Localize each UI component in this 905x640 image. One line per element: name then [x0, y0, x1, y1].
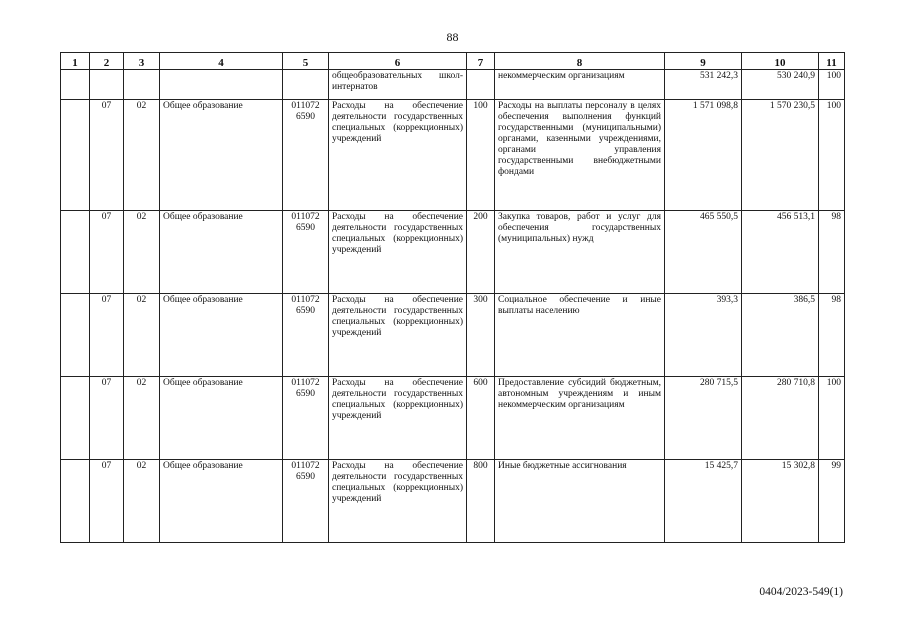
cell-target-code: 011072 6590 [283, 294, 329, 377]
cell-expense-name: Закупка товаров, работ и услуг для обеспечения государственных (муниципальных) нужд [495, 211, 665, 294]
table-row [61, 460, 845, 543]
col-header: 6 [329, 53, 467, 70]
table-row [61, 211, 845, 294]
cell-expense-code: 300 [467, 294, 495, 377]
cell-row-num [61, 377, 90, 460]
cell-planned: 1 571 098,8 [665, 100, 742, 211]
table-row [61, 377, 845, 460]
cell-expense-code: 200 [467, 211, 495, 294]
cell-section-name: Общее образование [160, 211, 283, 294]
cell-target-name: Расходы на обеспечение деятельности государственных специальных (коррекционных) учреждений [329, 100, 467, 211]
cell-target-name: общеобразовательных школ-интернатов [329, 70, 467, 100]
cell-percent: 98 [819, 294, 845, 377]
cell-expense-name: Социальное обеспечение и иные выплаты населению [495, 294, 665, 377]
cell-section-name: Общее образование [160, 100, 283, 211]
col-header: 5 [283, 53, 329, 70]
col-header: 9 [665, 53, 742, 70]
cell-executed: 386,5 [742, 294, 819, 377]
header-row [61, 53, 845, 70]
cell-subsection: 02 [124, 294, 160, 377]
cell-executed: 456 513,1 [742, 211, 819, 294]
col-header: 10 [742, 53, 819, 70]
cell-target-code: 011072 6590 [283, 377, 329, 460]
cell-section: 07 [90, 100, 124, 211]
cell-target-code [283, 70, 329, 100]
cell-executed: 15 302,8 [742, 460, 819, 543]
cell-expense-name: некоммерческим организациям [495, 70, 665, 100]
col-header: 11 [819, 53, 845, 70]
cell-target-name: Расходы на обеспечение деятельности государственных специальных (коррекционных) учреждений [329, 294, 467, 377]
cell-row-num [61, 100, 90, 211]
cell-planned: 393,3 [665, 294, 742, 377]
page-number: 88 [446, 30, 459, 44]
cell-planned: 465 550,5 [665, 211, 742, 294]
budget-table [60, 52, 845, 543]
cell-row-num [61, 70, 90, 100]
cell-section-name: Общее образование [160, 377, 283, 460]
cell-subsection: 02 [124, 100, 160, 211]
cell-subsection: 02 [124, 211, 160, 294]
cell-subsection: 02 [124, 377, 160, 460]
cell-planned: 280 715,5 [665, 377, 742, 460]
cell-percent: 100 [819, 70, 845, 100]
cell-expense-code: 800 [467, 460, 495, 543]
cell-section-name [160, 70, 283, 100]
cell-section-name: Общее образование [160, 460, 283, 543]
cell-planned: 15 425,7 [665, 460, 742, 543]
col-header: 4 [160, 53, 283, 70]
table-row [61, 70, 845, 100]
cell-expense-code: 600 [467, 377, 495, 460]
cell-percent: 100 [819, 377, 845, 460]
cell-section-name: Общее образование [160, 294, 283, 377]
cell-section: 07 [90, 294, 124, 377]
cell-target-name: Расходы на обеспечение деятельности государственных специальных (коррекционных) учреждений [329, 211, 467, 294]
table-row [61, 100, 845, 211]
cell-executed: 1 570 230,5 [742, 100, 819, 211]
cell-target-name: Расходы на обеспечение деятельности государственных специальных (коррекционных) учреждений [329, 377, 467, 460]
cell-target-code: 011072 6590 [283, 211, 329, 294]
col-header: 7 [467, 53, 495, 70]
cell-expense-name: Расходы на выплаты персоналу в целях обеспечения выполнения функций государственными (муниципальными) органами, казенными учреждениями, органами управления государственными внебюджетными фондами [495, 100, 665, 211]
cell-section [90, 70, 124, 100]
cell-row-num [61, 294, 90, 377]
col-header: 8 [495, 53, 665, 70]
cell-expense-code: 100 [467, 100, 495, 211]
cell-row-num [61, 460, 90, 543]
cell-row-num [61, 211, 90, 294]
cell-percent: 98 [819, 211, 845, 294]
cell-section: 07 [90, 460, 124, 543]
cell-executed: 280 710,8 [742, 377, 819, 460]
cell-percent: 100 [819, 100, 845, 211]
cell-planned: 531 242,3 [665, 70, 742, 100]
cell-target-code: 011072 6590 [283, 100, 329, 211]
document-code: 0404/2023-549(1) [759, 586, 843, 598]
cell-expense-name: Иные бюджетные ассигнования [495, 460, 665, 543]
cell-percent: 99 [819, 460, 845, 543]
cell-expense-code [467, 70, 495, 100]
cell-section: 07 [90, 211, 124, 294]
col-header: 2 [90, 53, 124, 70]
cell-target-name: Расходы на обеспечение деятельности государственных специальных (коррекционных) учреждений [329, 460, 467, 543]
table-row [61, 294, 845, 377]
cell-subsection: 02 [124, 460, 160, 543]
cell-section: 07 [90, 377, 124, 460]
cell-subsection [124, 70, 160, 100]
cell-executed: 530 240,9 [742, 70, 819, 100]
col-header: 3 [124, 53, 160, 70]
cell-expense-name: Предоставление субсидий бюджетным, автономным учреждениям и иным некоммерческим организациям [495, 377, 665, 460]
cell-target-code: 011072 6590 [283, 460, 329, 543]
col-header: 1 [61, 53, 90, 70]
